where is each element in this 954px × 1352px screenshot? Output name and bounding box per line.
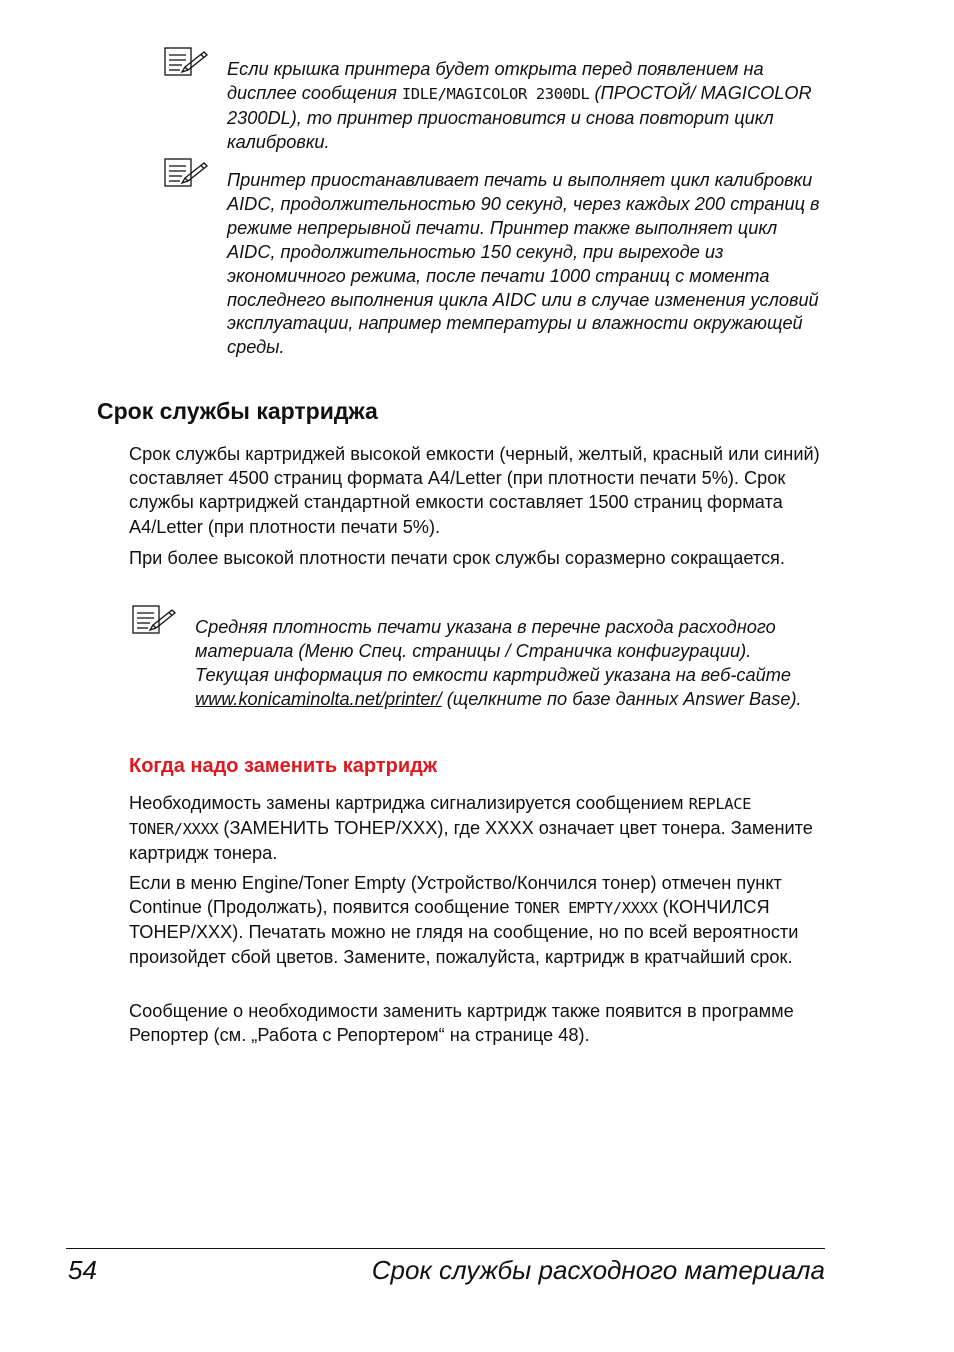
note-print-density [195, 616, 827, 712]
paragraph-text: Необходимость замены картриджа сигнализируется сообщением [129, 793, 689, 813]
paragraph-replace-message [129, 791, 824, 866]
subsection-title: Когда надо заменить картридж [129, 755, 438, 777]
konicaminolta-link[interactable]: www.konicaminolta.net/printer/ [195, 688, 442, 709]
note-calibration-cover [227, 58, 827, 155]
paragraph-cartridge-life: Срок службы картриджей высокой емкости (черный, желтый, красный или синий) составляет 4500 страниц формата A4/Letter (при плотности печати 5%). Срок службы картриджей стандартной емкости составляет 1500 страниц формата A4/Letter (при плотности печати 5%). [129, 444, 820, 537]
display-message-code: IDLE/MAGICOLOR 2300DL [401, 84, 590, 103]
display-message-code: TONER EMPTY/XXXX [514, 899, 658, 918]
display-message-code: REPLACE TONER/XXXX [129, 795, 752, 839]
note-text: Средняя плотность печати указана в перечне расхода расходного материала (Меню Спец. страницы / Страничка конфигурации). Текущая информация по емкости картриджей указана на веб-сайте [195, 617, 791, 685]
note-text: (ПРОСТОЙ/ MAGICOLOR 2300DL), то принтер приостановится и снова повторит цикл калибровки. [227, 82, 812, 152]
footer-divider [66, 1248, 825, 1249]
note-pencil-icon [164, 158, 208, 188]
note-text: (щелкните по базе данных Answer Base). [441, 688, 802, 709]
chapter-title: Срок службы расходного материала [371, 1255, 825, 1285]
paragraph-density: При более высокой плотности печати срок службы соразмерно сокращается. [129, 548, 785, 568]
note-text: Если крышка принтера будет открыта перед появлением на дисплее сообщения [227, 59, 764, 103]
page-number: 54 [68, 1255, 97, 1285]
paragraph-text: Если в меню Engine/Toner Empty (Устройство/Кончился тонер) отмечен пункт Continue (Продолжать), появится сообщение [129, 873, 782, 918]
note-pencil-icon [132, 605, 176, 635]
paragraph-text: (ЗАМЕНИТЬ ТОНЕР/XXX), где XXXX означает цвет тонера. Замените картридж тонера. [129, 818, 813, 864]
note-pencil-icon [164, 47, 208, 77]
paragraph-toner-empty [129, 871, 824, 969]
note-aidc-cycle: Принтер приостанавливает печать и выполняет цикл калибровки AIDC, продолжительностью 90 секунд, через каждых 200 страниц в режиме непрерывной печати. Принтер также выполняет цикл AIDC, продолжительностью 150 секунд, при выреходе из экономичного режима, после печати 1000 страниц с момента последнего выполнения цикла AIDC или в случае изменения условий эксплуатации, например температуры и влажности окружающей среды. [227, 170, 820, 358]
section-title: Срок службы картриджа [97, 398, 378, 424]
paragraph-reporter: Сообщение о необходимости заменить картридж также появится в программе Репортер (см. „Работа с Репортером“ на странице 48). [129, 1001, 794, 1046]
paragraph-text: (КОНЧИЛСЯ ТОНЕР/XXX). Печатать можно не глядя на сообщение, но по всей вероятности произойдет сбой цветов. Замените, пожалуйста, картридж в кратчайший срок. [129, 897, 799, 967]
